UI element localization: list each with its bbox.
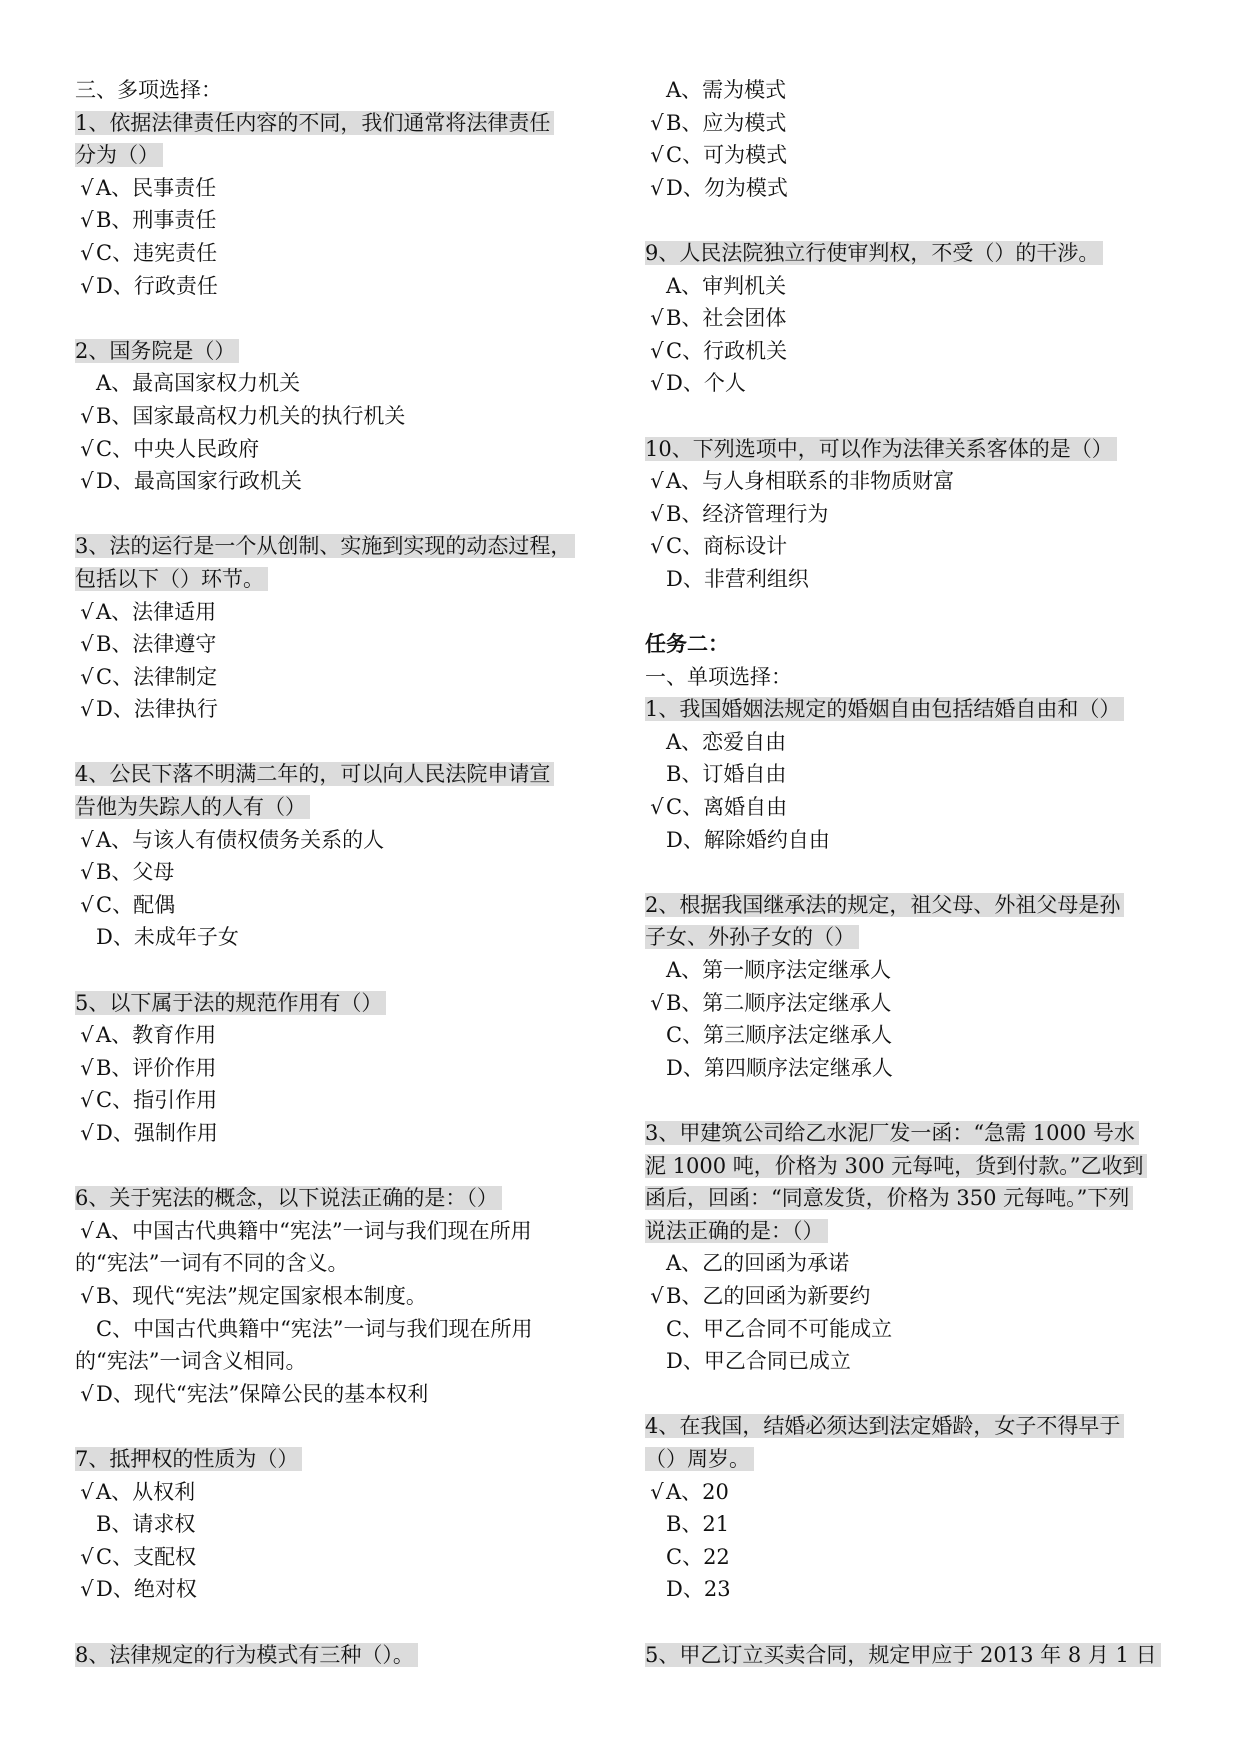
option-text: A、与人身相联系的非物质财富 (666, 469, 955, 494)
check-mark-icon: √ (80, 208, 94, 233)
check-mark-icon: √ (80, 436, 94, 461)
check-mark-icon: √ (650, 1479, 664, 1504)
question-line (645, 889, 1175, 922)
option-text: C、支配权 (96, 1544, 197, 1569)
answer-option (75, 661, 615, 694)
answer-option (75, 433, 615, 466)
option-text: B、刑事责任 (96, 208, 217, 233)
option-text: D、23 (666, 1577, 731, 1602)
option-text: A、中国古代典籍中“宪法”一词与我们现在所用 (96, 1218, 532, 1243)
question-line (645, 1117, 1175, 1150)
question-text: 5、甲乙订立买卖合同，规定甲应于 2013 年 8 月 1 日 (645, 1643, 1161, 1667)
question-line (645, 1639, 1175, 1672)
option-text: B、国家最高权力机关的执行机关 (96, 403, 406, 428)
option-text: D、最高国家行政机关 (96, 469, 302, 494)
check-mark-icon: √ (80, 1055, 94, 1080)
blank-line (645, 856, 1175, 889)
blank-line (75, 302, 615, 335)
option-text: A、法律适用 (96, 599, 217, 624)
answer-option (75, 400, 615, 433)
check-mark-icon: √ (80, 1218, 94, 1243)
answer-option (75, 1117, 615, 1150)
option-text: C、违宪责任 (96, 240, 218, 265)
check-mark-icon: √ (80, 860, 94, 885)
option-text: B、第二顺序法定继承人 (666, 990, 892, 1015)
check-mark-icon: √ (650, 306, 664, 331)
answer-option (645, 563, 1175, 596)
blank-line (75, 1606, 615, 1639)
option-text: C、中国古代典籍中“宪法”一词与我们现在所用 (96, 1316, 533, 1341)
answer-option (75, 1573, 615, 1606)
answer-option (75, 693, 615, 726)
answer-option (645, 530, 1175, 563)
check-mark-icon: √ (80, 892, 94, 917)
option-text: D、第四顺序法定继承人 (666, 1055, 893, 1080)
question-line (75, 1639, 615, 1672)
check-mark-icon: √ (650, 338, 664, 363)
blank-line (645, 596, 1175, 629)
blank-line (75, 954, 615, 987)
answer-option (75, 1378, 615, 1411)
answer-option (645, 465, 1175, 498)
answer-option (645, 1573, 1175, 1606)
answer-option (75, 237, 615, 270)
answer-option (645, 74, 1175, 107)
option-text: A、民事责任 (96, 175, 217, 200)
question-text: 2、国务院是（） (75, 339, 239, 363)
blank-line (645, 204, 1175, 237)
question-line (75, 563, 615, 596)
question-line (75, 1443, 615, 1476)
question-line (75, 107, 615, 140)
answer-option (75, 270, 615, 303)
question-line (645, 1182, 1175, 1215)
blank-line (75, 726, 615, 759)
answer-option (75, 856, 615, 889)
option-text: B、父母 (96, 860, 175, 885)
answer-option (645, 791, 1175, 824)
answer-option (645, 1476, 1175, 1509)
answer-option (75, 1280, 615, 1313)
check-mark-icon: √ (80, 1023, 94, 1048)
question-line (645, 237, 1175, 270)
option-text: B、应为模式 (666, 110, 787, 135)
option-text: D、现代“宪法”保障公民的基本权利 (96, 1381, 429, 1406)
blank-line (75, 498, 615, 531)
check-mark-icon: √ (650, 990, 664, 1015)
option-text: D、强制作用 (96, 1121, 218, 1145)
option-text: D、绝对权 (96, 1577, 197, 1602)
answer-option (645, 954, 1175, 987)
answer-option (75, 172, 615, 205)
answer-option (645, 1508, 1175, 1541)
answer-option (645, 1313, 1175, 1346)
answer-option (75, 1313, 615, 1346)
question-text: 4、公民下落不明满二年的，可以向人民法院申请宣 (75, 762, 554, 786)
question-line (645, 921, 1175, 954)
check-mark-icon: √ (80, 632, 94, 657)
option-text: C、可为模式 (666, 143, 788, 168)
question-text: 8、法律规定的行为模式有三种（）。 (75, 1643, 418, 1667)
answer-option (645, 139, 1175, 172)
blank-line (645, 400, 1175, 433)
check-mark-icon: √ (650, 175, 664, 200)
option-text: A、与该人有债权债务关系的人 (96, 827, 385, 852)
question-line (645, 693, 1175, 726)
check-mark-icon: √ (650, 795, 664, 820)
answer-option (75, 1052, 615, 1085)
question-text: 7、抵押权的性质为（） (75, 1447, 302, 1471)
question-text: 3、甲建筑公司给乙水泥厂发一函：“急需 1000 号水 (645, 1121, 1139, 1145)
blank-line (75, 1150, 615, 1183)
option-text: B、订婚自由 (666, 762, 787, 787)
check-mark-icon: √ (650, 1283, 664, 1308)
answer-option (75, 1541, 615, 1574)
option-text: A、第一顺序法定继承人 (666, 958, 892, 983)
question-text: （）周岁。 (645, 1447, 754, 1471)
check-mark-icon: √ (80, 1121, 94, 1145)
answer-option (645, 1247, 1175, 1280)
answer-option (645, 367, 1175, 400)
text-line: 一、单项选择： (645, 664, 792, 689)
option-text: D、勿为模式 (666, 175, 788, 200)
option-text: B、社会团体 (666, 306, 787, 331)
check-mark-icon: √ (80, 175, 94, 200)
answer-option (645, 107, 1175, 140)
option-text: C、甲乙合同不可能成立 (666, 1316, 893, 1341)
answer-option (75, 1084, 615, 1117)
question-line (75, 791, 615, 824)
question-text: 函后，回函：“同意发货，价格为 350 元每吨。”下列 (645, 1186, 1133, 1210)
check-mark-icon: √ (80, 697, 94, 722)
question-text: 4、在我国，结婚必须达到法定婚龄，女子不得早于 (645, 1414, 1124, 1438)
check-mark-icon: √ (80, 403, 94, 428)
option-text: B、经济管理行为 (666, 501, 829, 526)
question-line (75, 139, 615, 172)
blank-line (75, 1410, 615, 1443)
option-text: D、非营利组织 (666, 566, 809, 591)
question-text: 说法正确的是：（） (645, 1219, 828, 1243)
answer-option (75, 367, 615, 400)
answer-option (75, 596, 615, 629)
blank-line (645, 1378, 1175, 1411)
answer-option (75, 921, 615, 954)
option-text: B、请求权 (96, 1512, 196, 1537)
check-mark-icon: √ (650, 110, 664, 135)
check-mark-icon: √ (650, 469, 664, 494)
section-heading: 任务二： (645, 631, 729, 657)
option-text: D、未成年子女 (96, 925, 239, 950)
question-line (75, 530, 615, 563)
question-text: 5、以下属于法的规范作用有（） (75, 991, 386, 1015)
question-text: 1、我国婚姻法规定的婚姻自由包括结婚自由和（） (645, 697, 1124, 721)
option-text: A、20 (666, 1479, 729, 1504)
option-text: B、评价作用 (96, 1055, 217, 1080)
option-text: A、乙的回函为承诺 (666, 1251, 850, 1276)
left-column (75, 74, 615, 1671)
right-column (645, 74, 1175, 1671)
option-text: C、配偶 (96, 892, 176, 917)
question-text: 6、关于宪法的概念，以下说法正确的是：（） (75, 1186, 502, 1210)
answer-option (645, 302, 1175, 335)
option-text: A、恋爱自由 (666, 729, 787, 754)
option-text: C、22 (666, 1544, 730, 1569)
answer-option (75, 1215, 615, 1248)
check-mark-icon: √ (650, 371, 664, 396)
check-mark-icon: √ (80, 1381, 94, 1406)
option-text: D、个人 (666, 371, 746, 396)
check-mark-icon: √ (80, 1479, 94, 1504)
question-line (645, 1215, 1175, 1248)
option-text: C、商标设计 (666, 534, 788, 559)
check-mark-icon: √ (80, 827, 94, 852)
answer-option (75, 204, 615, 237)
question-line (75, 758, 615, 791)
answer-option (75, 465, 615, 498)
question-text: 10、下列选项中，可以作为法律关系客体的是（） (645, 437, 1117, 461)
option-text: B、21 (666, 1512, 730, 1537)
answer-option (645, 1052, 1175, 1085)
check-mark-icon: √ (80, 240, 94, 265)
answer-option (645, 1019, 1175, 1052)
answer-option (645, 1345, 1175, 1378)
question-line (645, 1410, 1175, 1443)
answer-option (75, 824, 615, 857)
option-text: B、法律遵守 (96, 632, 217, 657)
check-mark-icon: √ (80, 599, 94, 624)
answer-option (645, 726, 1175, 759)
option-text: C、第三顺序法定继承人 (666, 1023, 893, 1048)
check-mark-icon: √ (80, 469, 94, 494)
option-text: A、从权利 (96, 1479, 196, 1504)
question-text: 3、法的运行是一个从创制、实施到实现的动态过程， (75, 534, 575, 558)
check-mark-icon: √ (80, 1283, 94, 1308)
text-line: 三、多项选择： (75, 78, 222, 102)
question-text: 1、依据法律责任内容的不同，我们通常将法律责任 (75, 111, 554, 135)
answer-option (645, 1541, 1175, 1574)
check-mark-icon: √ (650, 534, 664, 559)
question-text: 告他为失踪人的人有（） (75, 795, 310, 819)
check-mark-icon: √ (650, 501, 664, 526)
option-text: A、需为模式 (666, 78, 787, 102)
answer-option (645, 758, 1175, 791)
question-line (75, 1182, 615, 1215)
option-text: B、现代“宪法”规定国家根本制度。 (96, 1283, 427, 1308)
check-mark-icon: √ (80, 1577, 94, 1602)
answer-option (75, 628, 615, 661)
option-text: C、中央人民政府 (96, 436, 260, 461)
question-line (645, 1443, 1175, 1476)
text-line: 的“宪法”一词有不同的含义。 (75, 1251, 349, 1276)
option-text: C、指引作用 (96, 1088, 218, 1113)
question-text: 9、人民法院独立行使审判权，不受（）的干涉。 (645, 241, 1103, 265)
answer-option (645, 987, 1175, 1020)
option-text: C、离婚自由 (666, 795, 788, 820)
option-text: C、法律制定 (96, 664, 218, 689)
question-line (645, 1150, 1175, 1183)
text-line: 的“宪法”一词含义相同。 (75, 1349, 307, 1374)
answer-option (75, 889, 615, 922)
blank-line (645, 1606, 1175, 1639)
check-mark-icon: √ (80, 664, 94, 689)
answer-option (645, 1280, 1175, 1313)
answer-option (75, 1476, 615, 1509)
check-mark-icon: √ (80, 1544, 94, 1569)
check-mark-icon: √ (80, 273, 94, 298)
check-mark-icon: √ (80, 1088, 94, 1113)
question-line (645, 433, 1175, 466)
answer-option (75, 1508, 615, 1541)
answer-option (645, 824, 1175, 857)
question-text: 2、根据我国继承法的规定，祖父母、外祖父母是孙 (645, 893, 1124, 917)
option-text: B、乙的回函为新要约 (666, 1283, 871, 1308)
option-text: D、行政责任 (96, 273, 218, 298)
question-text: 泥 1000 吨，价格为 300 元每吨，货到付款。”乙收到 (645, 1154, 1147, 1178)
question-text: 分为（） (75, 143, 163, 167)
answer-option (75, 1019, 615, 1052)
check-mark-icon: √ (650, 143, 664, 168)
answer-option (645, 172, 1175, 205)
option-text: D、解除婚约自由 (666, 827, 830, 852)
question-line (75, 987, 615, 1020)
option-text: C、行政机关 (666, 338, 788, 363)
option-text: D、甲乙合同已成立 (666, 1349, 851, 1374)
answer-option (645, 335, 1175, 368)
question-text: 包括以下（）环节。 (75, 567, 268, 591)
answer-option (645, 270, 1175, 303)
blank-line (645, 1084, 1175, 1117)
question-line (75, 335, 615, 368)
option-text: A、审判机关 (666, 273, 787, 298)
option-text: D、法律执行 (96, 697, 218, 722)
question-text: 子女、外孙子女的（） (645, 925, 859, 949)
option-text: A、教育作用 (96, 1023, 217, 1048)
option-text: A、最高国家权力机关 (96, 371, 301, 396)
answer-option (645, 498, 1175, 531)
